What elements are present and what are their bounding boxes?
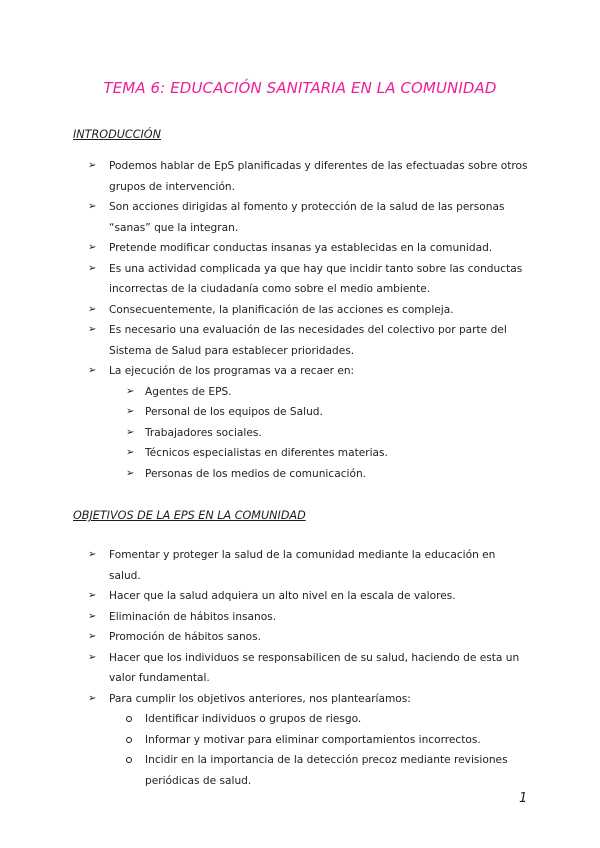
list-item-text: Consecuentemente, la planificación de las acciones es compleja.: [109, 303, 454, 316]
circle-bullet-icon: [126, 716, 132, 722]
arrow-bullet-icon: ➢: [88, 631, 97, 642]
list-item-text: Informar y motivar para eliminar comportamientos incorrectos.: [145, 733, 481, 746]
section-heading-introduccion: INTRODUCCIÓN: [73, 128, 161, 141]
arrow-bullet-icon: ➢: [126, 467, 135, 479]
list-item-text: Trabajadores sociales.: [145, 426, 262, 439]
list-item: [0, 259, 529, 300]
arrow-bullet-icon: ➢: [88, 692, 97, 704]
list-item: [0, 627, 529, 648]
list-item: [0, 545, 529, 586]
list-item-text: Para cumplir los objetivos anteriores, nos plantearíamos:: [109, 692, 411, 705]
sub-list-item: [0, 464, 529, 485]
list-item: [0, 648, 529, 689]
list-item-text: Personal de los equipos de Salud.: [145, 406, 323, 418]
arrow-bullet-icon: ➢: [126, 385, 135, 397]
list-item-text: Fomentar y proteger la salud de la comunidad mediante la educación en salud.: [109, 549, 496, 582]
sub-list-item: [0, 423, 529, 444]
list-item: [0, 361, 529, 382]
list-item: [0, 586, 529, 607]
list-item-text: Hacer que los individuos se responsabilicen de su salud, haciendo de esta un valor fundamental.: [109, 651, 520, 684]
arrow-bullet-icon: ➢: [88, 324, 97, 335]
list-item: [0, 156, 529, 197]
list-item-text: Pretende modificar conductas insanas ya establecidas en la comunidad.: [109, 242, 493, 254]
list-item-text: Identificar individuos o grupos de riesgo.: [145, 713, 362, 725]
list-item-text: La ejecución de los programas va a recaer en:: [109, 365, 355, 377]
arrow-bullet-icon: ➢: [88, 365, 97, 376]
list-item-text: Técnicos especialistas en diferentes materias.: [145, 447, 388, 459]
arrow-bullet-icon: ➢: [88, 242, 97, 253]
list-item: [0, 689, 529, 710]
arrow-bullet-icon: ➢: [126, 406, 135, 417]
page-number: 1: [519, 791, 528, 806]
page-title: TEMA 6: EDUCACIÓN SANITARIA EN LA COMUNIDAD: [103, 79, 497, 97]
list-item-text: Personas de los medios de comunicación.: [145, 467, 367, 480]
list-item-text: Es una actividad complicada ya que hay que incidir tanto sobre las conductas incorrectas de la ciudadanía como sobre el medio ambiente.: [109, 262, 523, 295]
arrow-bullet-icon: ➢: [88, 160, 97, 171]
list-item: [0, 300, 529, 321]
list-item: [0, 607, 529, 628]
arrow-bullet-icon: ➢: [88, 590, 97, 601]
list-item: [0, 320, 529, 361]
sub-list-item: [0, 730, 529, 751]
circle-bullet-icon: [126, 757, 132, 763]
circle-bullet-icon: [126, 737, 132, 743]
sub-list-item: [0, 402, 529, 423]
list-item-text: Es necesario una evaluación de las necesidades del colectivo por parte del Sistema de Salud para establecer prioridades.: [109, 324, 507, 357]
list-item-text: Agentes de EPS.: [145, 385, 232, 398]
arrow-bullet-icon: ➢: [88, 651, 97, 663]
arrow-bullet-icon: ➢: [126, 447, 135, 458]
arrow-bullet-icon: ➢: [126, 426, 135, 438]
list-item: [0, 197, 529, 238]
intro-list: [0, 156, 529, 484]
objetivos-list: [0, 545, 529, 791]
arrow-bullet-icon: ➢: [88, 201, 97, 212]
arrow-bullet-icon: ➢: [88, 549, 97, 560]
list-item-text: Podemos hablar de EpS planificadas y diferentes de las efectuadas sobre otros grupos de intervención.: [109, 160, 528, 193]
list-item-text: Promoción de hábitos sanos.: [109, 631, 262, 643]
arrow-bullet-icon: ➢: [88, 610, 97, 622]
list-item-text: Hacer que la salud adquiera un alto nivel en la escala de valores.: [109, 590, 456, 602]
sub-list-item: [0, 709, 529, 730]
list-item-text: Eliminación de hábitos insanos.: [109, 610, 277, 623]
arrow-bullet-icon: ➢: [88, 303, 97, 315]
list-item-text: Incidir en la importancia de la detección precoz mediante revisiones periódicas de salud.: [145, 754, 508, 787]
section-heading-objetivos: OBJETIVOS DE LA EPS EN LA COMUNIDAD: [73, 509, 306, 522]
arrow-bullet-icon: ➢: [88, 262, 97, 274]
list-item: [0, 238, 529, 259]
sub-list-item: [0, 382, 529, 403]
sub-list-item: [0, 443, 529, 464]
sub-list-item: [0, 750, 529, 791]
list-item-text: Son acciones dirigidas al fomento y protección de la salud de las personas “sanas” que la integran.: [109, 201, 505, 234]
